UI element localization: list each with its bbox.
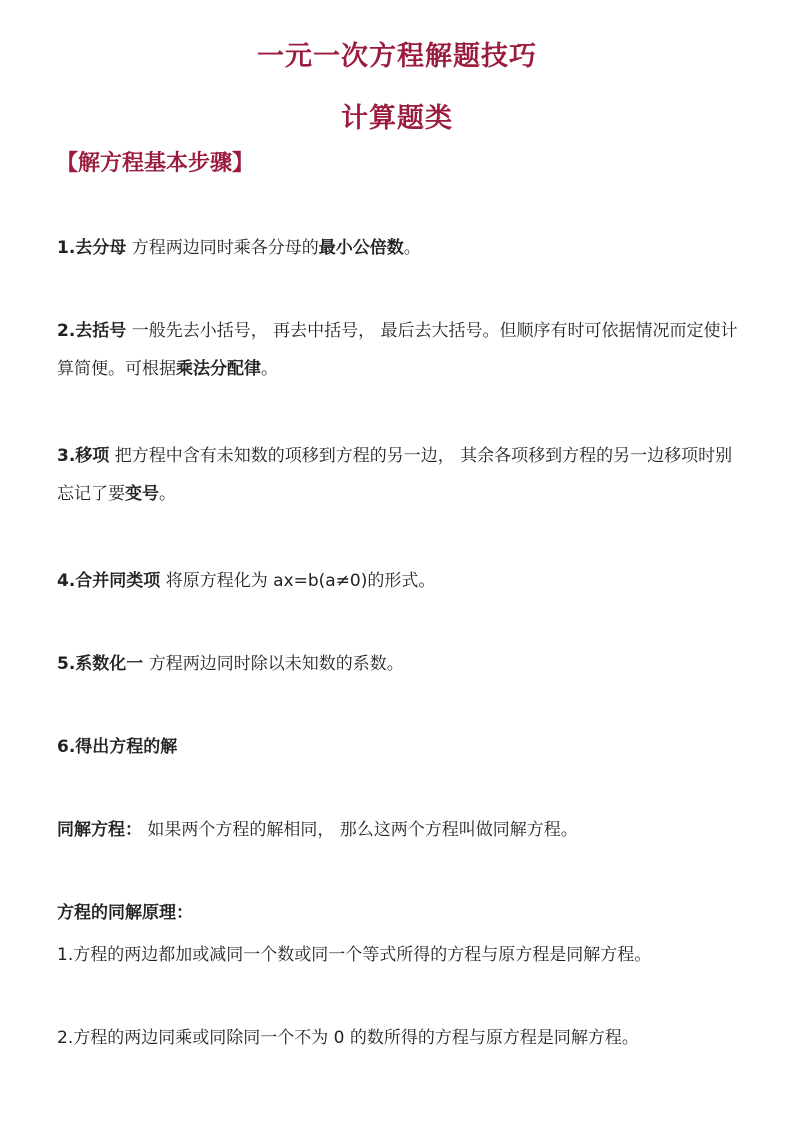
step-label: 2.去括号 bbox=[57, 321, 127, 341]
step-text: 方程两边同时除以未知数的系数。 bbox=[143, 654, 404, 674]
step-text: 把方程中含有未知数的项移到方程的另一边， 其余各项移到方程的另一边移项时别忘记了要 bbox=[57, 446, 733, 504]
page-title: 一元一次方程解题技巧 bbox=[257, 41, 537, 72]
step-text: 方程两边同时乘各分母的 bbox=[126, 238, 319, 258]
step-6 bbox=[57, 728, 747, 766]
step-label: 3.移项 bbox=[57, 446, 110, 466]
step-key-term: 最小公倍数 bbox=[318, 238, 404, 258]
step-label: 5.系数化一 bbox=[57, 654, 144, 674]
step-label: 4.合并同类项 bbox=[57, 571, 161, 591]
principle-item-1: 1.方程的两边都加或减同一个数或同一个等式所得的方程与原方程是同解方程。 bbox=[57, 945, 652, 965]
step-label: 6.得出方程的解 bbox=[57, 737, 178, 757]
step-1 bbox=[57, 229, 747, 267]
principle-heading-text: 方程的同解原理： bbox=[57, 903, 193, 923]
step-tail: 。 bbox=[261, 359, 278, 379]
step-tail: 。 bbox=[159, 484, 176, 504]
step-4 bbox=[57, 562, 747, 600]
page-subtitle: 计算题类 bbox=[341, 103, 453, 134]
step-label: 1.去分母 bbox=[57, 238, 127, 258]
principle-heading bbox=[57, 894, 747, 932]
principle-item-2: 2.方程的两边同乘或同除同一个不为 0 的数所得的方程与原方程是同解方程。 bbox=[57, 1028, 639, 1048]
same-solution-label: 同解方程： bbox=[57, 820, 142, 840]
step-text: 一般先去小括号， 再去中括号， 最后去大括号。但顺序有时可依据情况而定使计算简便。可根据 bbox=[57, 321, 738, 379]
same-solution-definition bbox=[57, 811, 747, 849]
step-3 bbox=[57, 437, 747, 513]
same-solution-text: 如果两个方程的解相同， 那么这两个方程叫做同解方程。 bbox=[142, 820, 578, 840]
step-2 bbox=[57, 312, 747, 388]
section-heading: 【解方程基本步骤】 bbox=[56, 151, 255, 176]
step-5 bbox=[57, 645, 747, 683]
step-key-term: 乘法分配律 bbox=[176, 359, 261, 379]
step-tail: 。 bbox=[403, 238, 421, 258]
step-text: 将原方程化为 ax=b(a≠0)的形式。 bbox=[160, 571, 436, 591]
step-key-term: 变号 bbox=[125, 484, 159, 504]
